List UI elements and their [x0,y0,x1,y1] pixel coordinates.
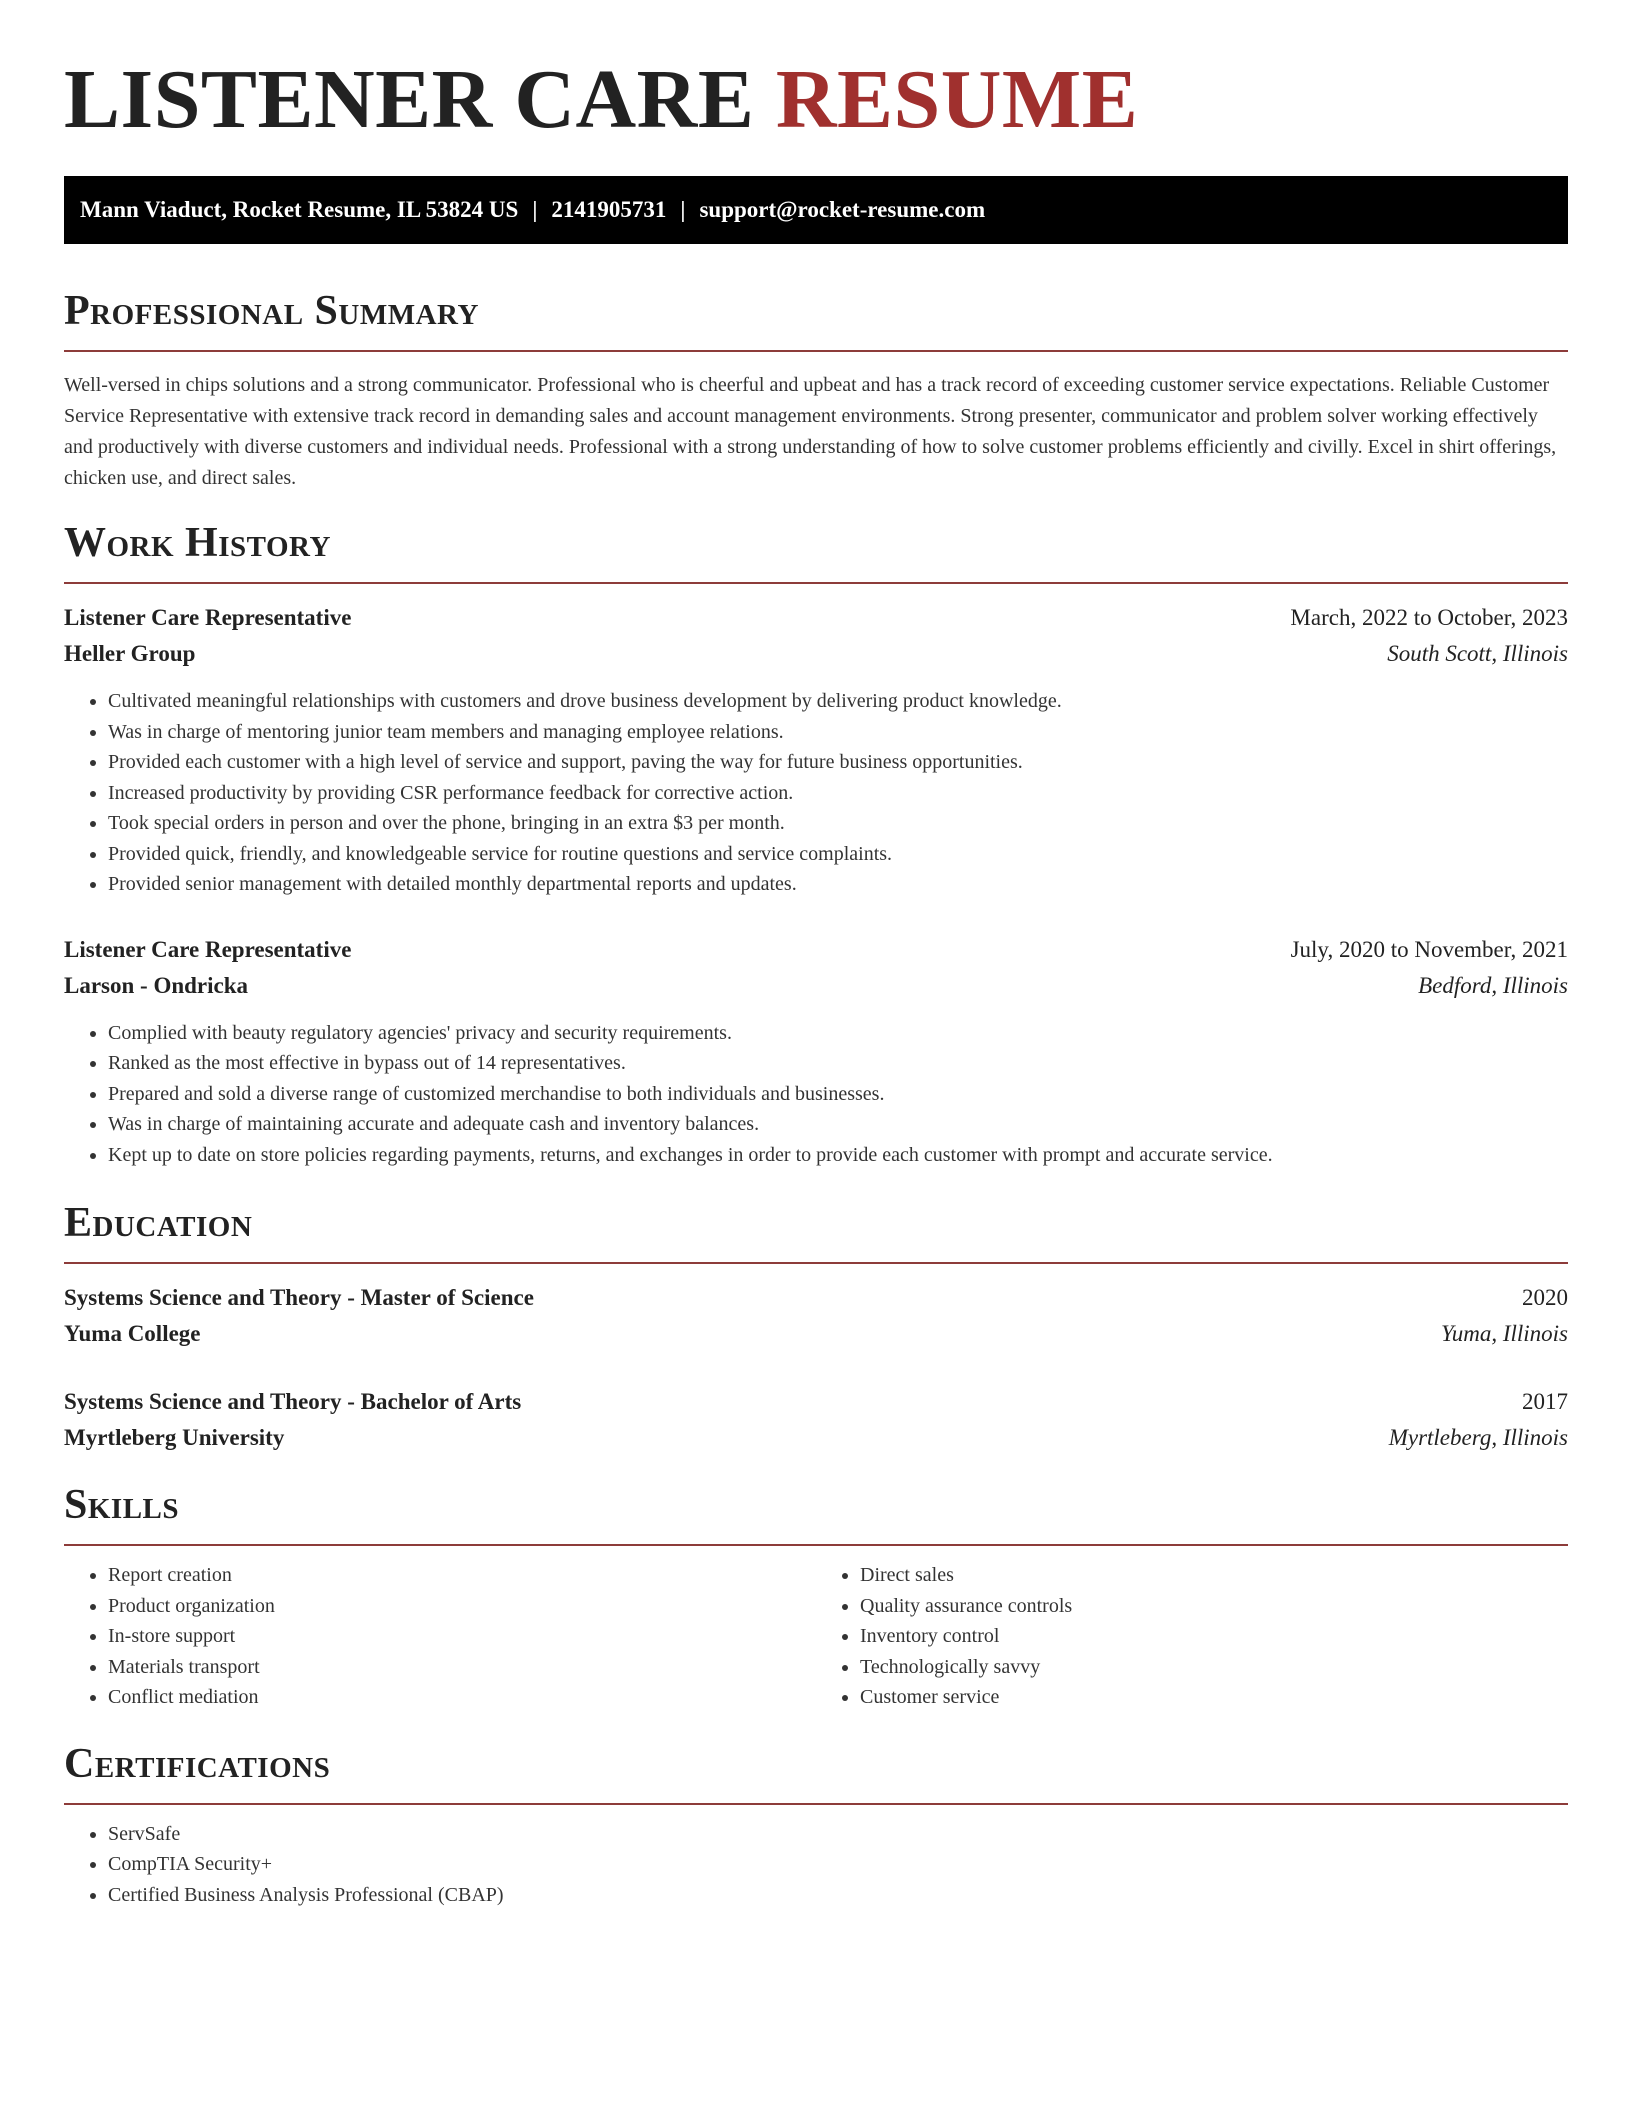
job-title: Listener Care Representative [64,605,352,630]
skills-list-right [816,1560,1568,1713]
contact-email[interactable]: support@rocket-resume.com [699,197,986,222]
job-bullet: • Took special orders in person and over the phone, bringing in an extra $3 per month. [108,808,1568,839]
skill-item: • Customer service [860,1682,1568,1713]
job-bullet: • Prepared and sold a diverse range of customized merchandise to both individuals and businesses. [108,1079,1568,1110]
section-divider [64,350,1568,352]
skill-item: • Report creation [108,1560,816,1591]
certification-item: • CompTIA Security+ [108,1849,1568,1880]
job-bullet: • Cultivated meaningful relationships with customers and drove business development by delivering product knowledge. [108,686,1568,717]
skill-item: • Materials transport [108,1652,816,1683]
certifications-list [64,1819,1568,1911]
job-bullet: • Was in charge of maintaining accurate and adequate cash and inventory balances. [108,1109,1568,1140]
job-dates: July, 2020 to November, 2021 [1290,936,1568,962]
certification-item: • ServSafe [108,1819,1568,1850]
resume-page [64,0,1568,1910]
education-heading: Education [64,1200,253,1246]
skill-item: • In-store support [108,1621,816,1652]
title-main: LISTENER CARE [64,53,755,146]
education-school: Myrtleberg University [64,1425,285,1450]
contact-bar [64,176,1568,244]
job-bullet: • Ranked as the most effective in bypass out of 14 representatives. [108,1048,1568,1079]
job-title: Listener Care Representative [64,936,352,962]
job-company-row [64,636,1568,672]
skill-item: • Direct sales [860,1560,1568,1591]
education-entry [64,1280,1568,1352]
skills-list-left [64,1560,816,1713]
job-entry [64,600,1568,900]
certification-item: • Certified Business Analysis Professional (CBAP) [108,1880,1568,1911]
job-company: Larson - Ondricka [64,972,249,998]
job-location: South Scott, Illinois [1387,641,1568,666]
education-school-row [64,1316,1568,1352]
work-history-heading: Work History [64,520,331,566]
contact-address: Mann Viaduct, Rocket Resume, IL 53824 US [80,197,519,222]
skill-item: • Quality assurance controls [860,1591,1568,1622]
job-location: Bedford, Illinois [1418,972,1568,998]
summary-section [64,286,1568,494]
job-bullet: • Provided quick, friendly, and knowledgeable service for routine questions and service complaints. [108,839,1568,870]
education-degree: Systems Science and Theory - Master of Science [64,1285,534,1310]
education-degree-row [64,1384,1568,1420]
certifications-heading: Certifications [64,1740,331,1787]
resume-title [64,0,1568,144]
education-school-row [64,1420,1568,1456]
education-year: 2020 [1522,1285,1568,1310]
certifications-section [64,1739,1568,1911]
job-title-row [64,932,1568,968]
job-bullet: • Was in charge of mentoring junior team members and managing employee relations. [108,717,1568,748]
education-section [64,1198,1568,1456]
job-dates: March, 2022 to October, 2023 [1290,605,1568,630]
contact-separator: | [680,197,686,222]
skills-section [64,1480,1568,1713]
summary-text: Well-versed in chips solutions and a strong communicator. Professional who is cheerful and upbeat and has a track record of exceeding customer service expectations. Reliable Customer Service Representative with extensive track record in demanding sales and account management environments. Strong presenter, communicator and problem solver working effectively and productively with diverse customers and individual needs. Professional with a strong understanding of how to solve customer problems efficiently and civilly. Excel in shirt offerings, chicken use, and direct sales. [64,374,1557,489]
job-entry [64,932,1568,1171]
contact-phone[interactable]: 2141905731 [551,197,667,222]
education-degree: Systems Science and Theory - Bachelor of Arts [64,1389,522,1414]
work-history-section [64,518,1568,1170]
education-school: Yuma College [64,1321,201,1346]
job-bullet: • Complied with beauty regulatory agencies' privacy and security requirements. [108,1018,1568,1049]
job-bullets [64,1018,1568,1171]
skill-item: • Technologically savvy [860,1652,1568,1683]
job-bullet: • Increased productivity by providing CSR performance feedback for corrective action. [108,778,1568,809]
section-divider [64,582,1568,584]
skill-item: • Inventory control [860,1621,1568,1652]
title-accent: RESUME [775,53,1139,146]
skills-columns [64,1546,1568,1713]
summary-heading: Professional Summary [64,288,479,334]
job-bullet: • Provided senior management with detailed monthly departmental reports and updates. [108,869,1568,900]
education-entry [64,1384,1568,1456]
skill-item: • Conflict mediation [108,1682,816,1713]
education-degree-row [64,1280,1568,1316]
job-bullet: • Kept up to date on store policies regarding payments, returns, and exchanges in order to provide each customer with prompt and accurate service. [108,1140,1568,1171]
section-divider [64,1262,1568,1264]
job-bullets [64,686,1568,900]
education-location: Yuma, Illinois [1441,1321,1568,1346]
section-divider [64,1803,1568,1805]
skills-heading: Skills [64,1482,180,1528]
job-bullet: • Provided each customer with a high level of service and support, paving the way for future business opportunities. [108,747,1568,778]
job-title-row [64,600,1568,636]
job-company-row [64,968,1568,1004]
education-year: 2017 [1522,1389,1568,1414]
contact-separator: | [532,197,538,222]
skill-item: • Product organization [108,1591,816,1622]
education-location: Myrtleberg, Illinois [1388,1425,1568,1450]
job-company: Heller Group [64,641,196,666]
